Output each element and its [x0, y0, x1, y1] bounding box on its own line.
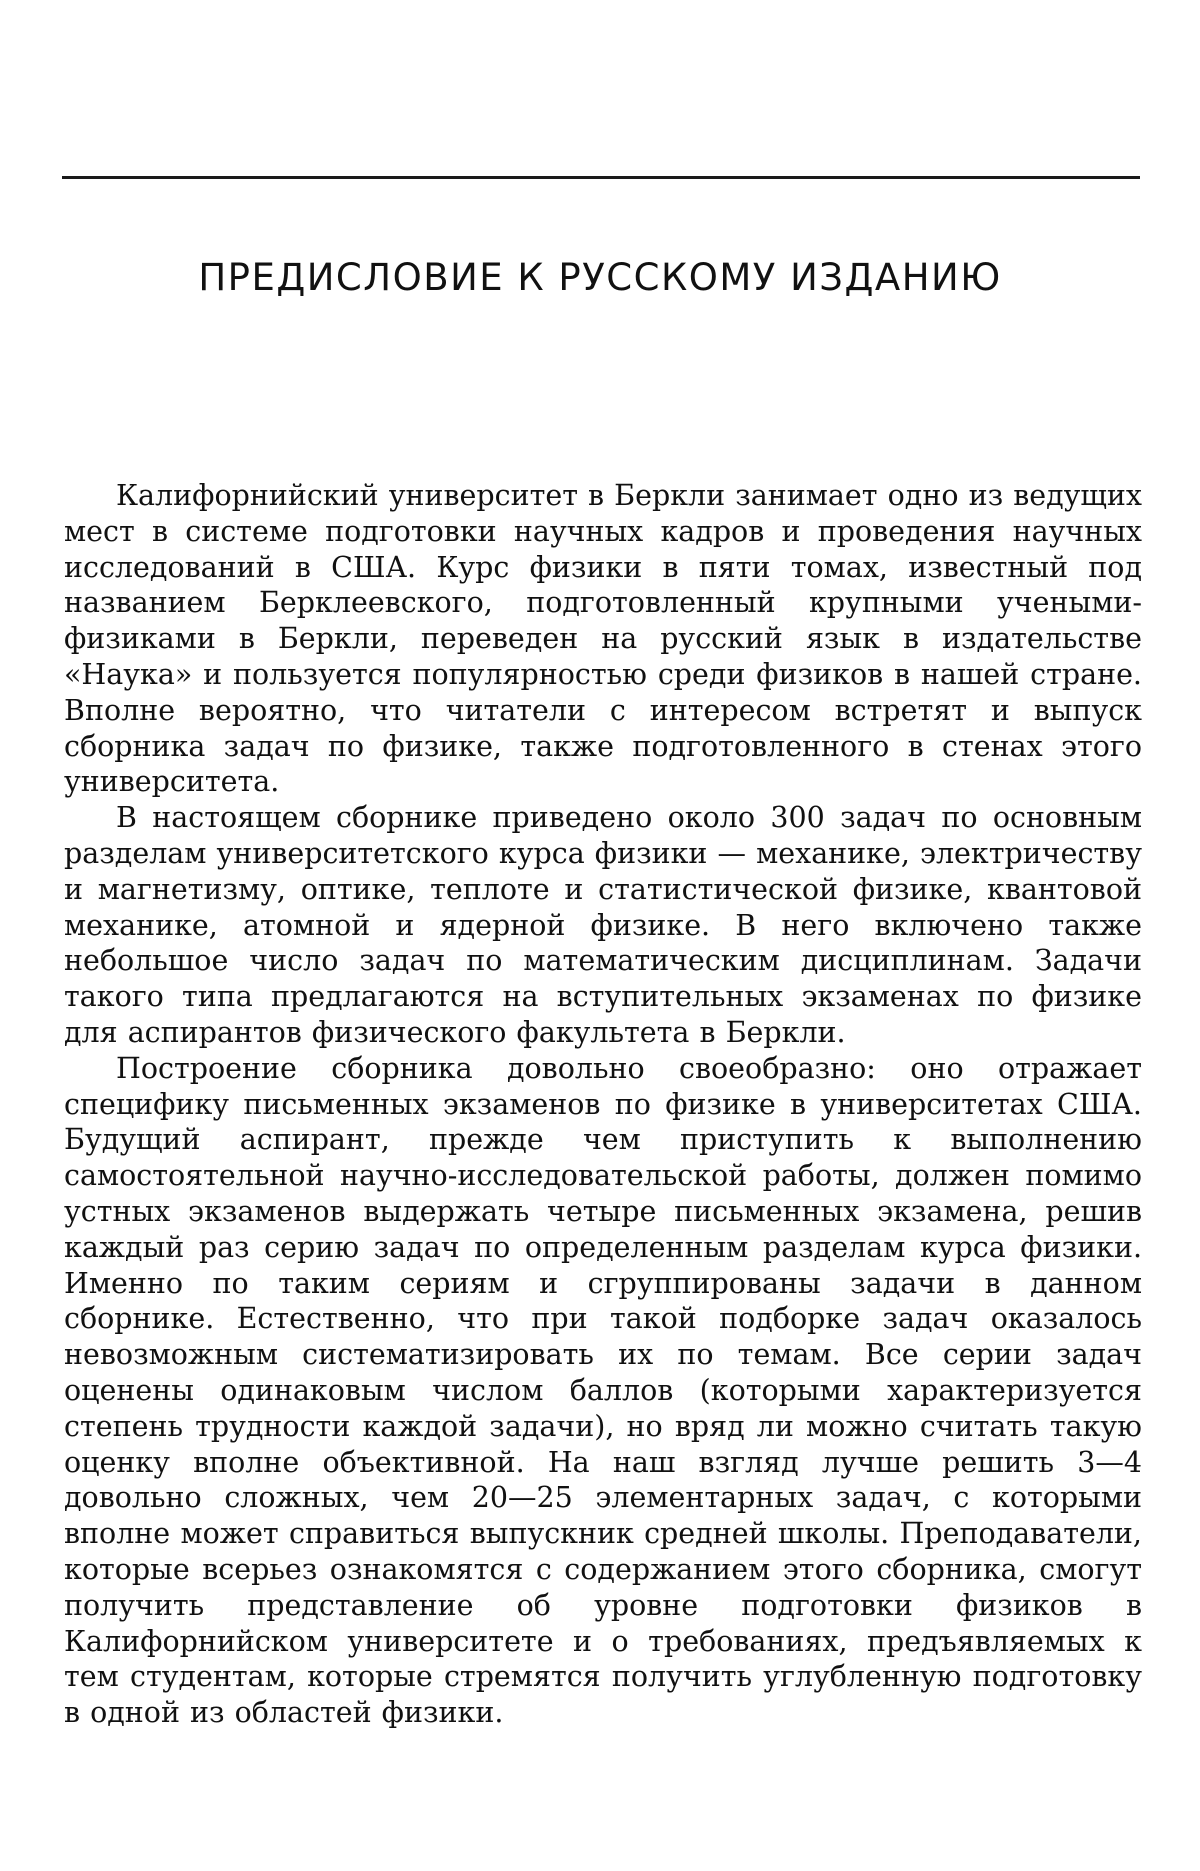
header-rule [62, 176, 1140, 179]
preface-body [64, 478, 1142, 1731]
paragraph-2: В настоящем сборнике приведено около 300 задач по основным разделам университетского курса физики — механике, электричеству и магнетизму, оптике, теплоте и статистической физике, квантовой механике, атомной и ядерной физике. В него включено также небольшое число задач по математическим дисциплинам. Задачи такого типа предлагаются на вступительных экзаменах по физике для аспирантов физического факультета в Беркли. [64, 801, 1142, 1049]
page-title: ПРЕДИСЛОВИЕ К РУССКОМУ ИЗДАНИЮ [198, 256, 1002, 299]
paragraph-1: Калифорнийский университет в Беркли занимает одно из ведущих мест в системе подготовки научных кадров и проведения научных исследований в США. Курс физики в пяти томах, известный под названием Берклеевского, подготовленный крупными учеными-физиками в Беркли, переведен на русский язык в издательстве «Наука» и пользуется популярностью среди физиков в нашей стране. Вполне вероятно, что читатели с интересом встретят и выпуск сборника задач по физике, также подготовленного в стенах этого университета. [64, 479, 1142, 799]
paragraph-3: Построение сборника довольно своеобразно: оно отражает специфику письменных экзаменов по физике в университетах США. Будущий аспирант, прежде чем приступить к выполнению самостоятельной научно-исследовательской работы, должен помимо устных экзаменов выдержать четыре письменных экзамена, решив каждый раз серию задач по определенным разделам курса физики. Именно по таким сериям и сгруппированы задачи в данном сборнике. Естественно, что при такой подборке задач оказалось невозможным систематизировать их по темам. Все серии задач оценены одинаковым числом баллов (которыми характеризуется степень трудности каждой задачи), но вряд ли можно считать такую оценку вполне объективной. На наш взгляд лучше решить 3—4 довольно сложных, чем 20—25 элементарных задач, с которыми вполне может справиться выпускник средней школы. Преподаватели, которые всерьез ознакомятся с содержанием этого сборника, смогут получить представление об уровне подготовки физиков в Калифорнийском университете и о требованиях, предъявляемых к тем студентам, которые стремятся получить углубленную подготовку в одной из областей физики. [64, 1051, 1142, 1730]
